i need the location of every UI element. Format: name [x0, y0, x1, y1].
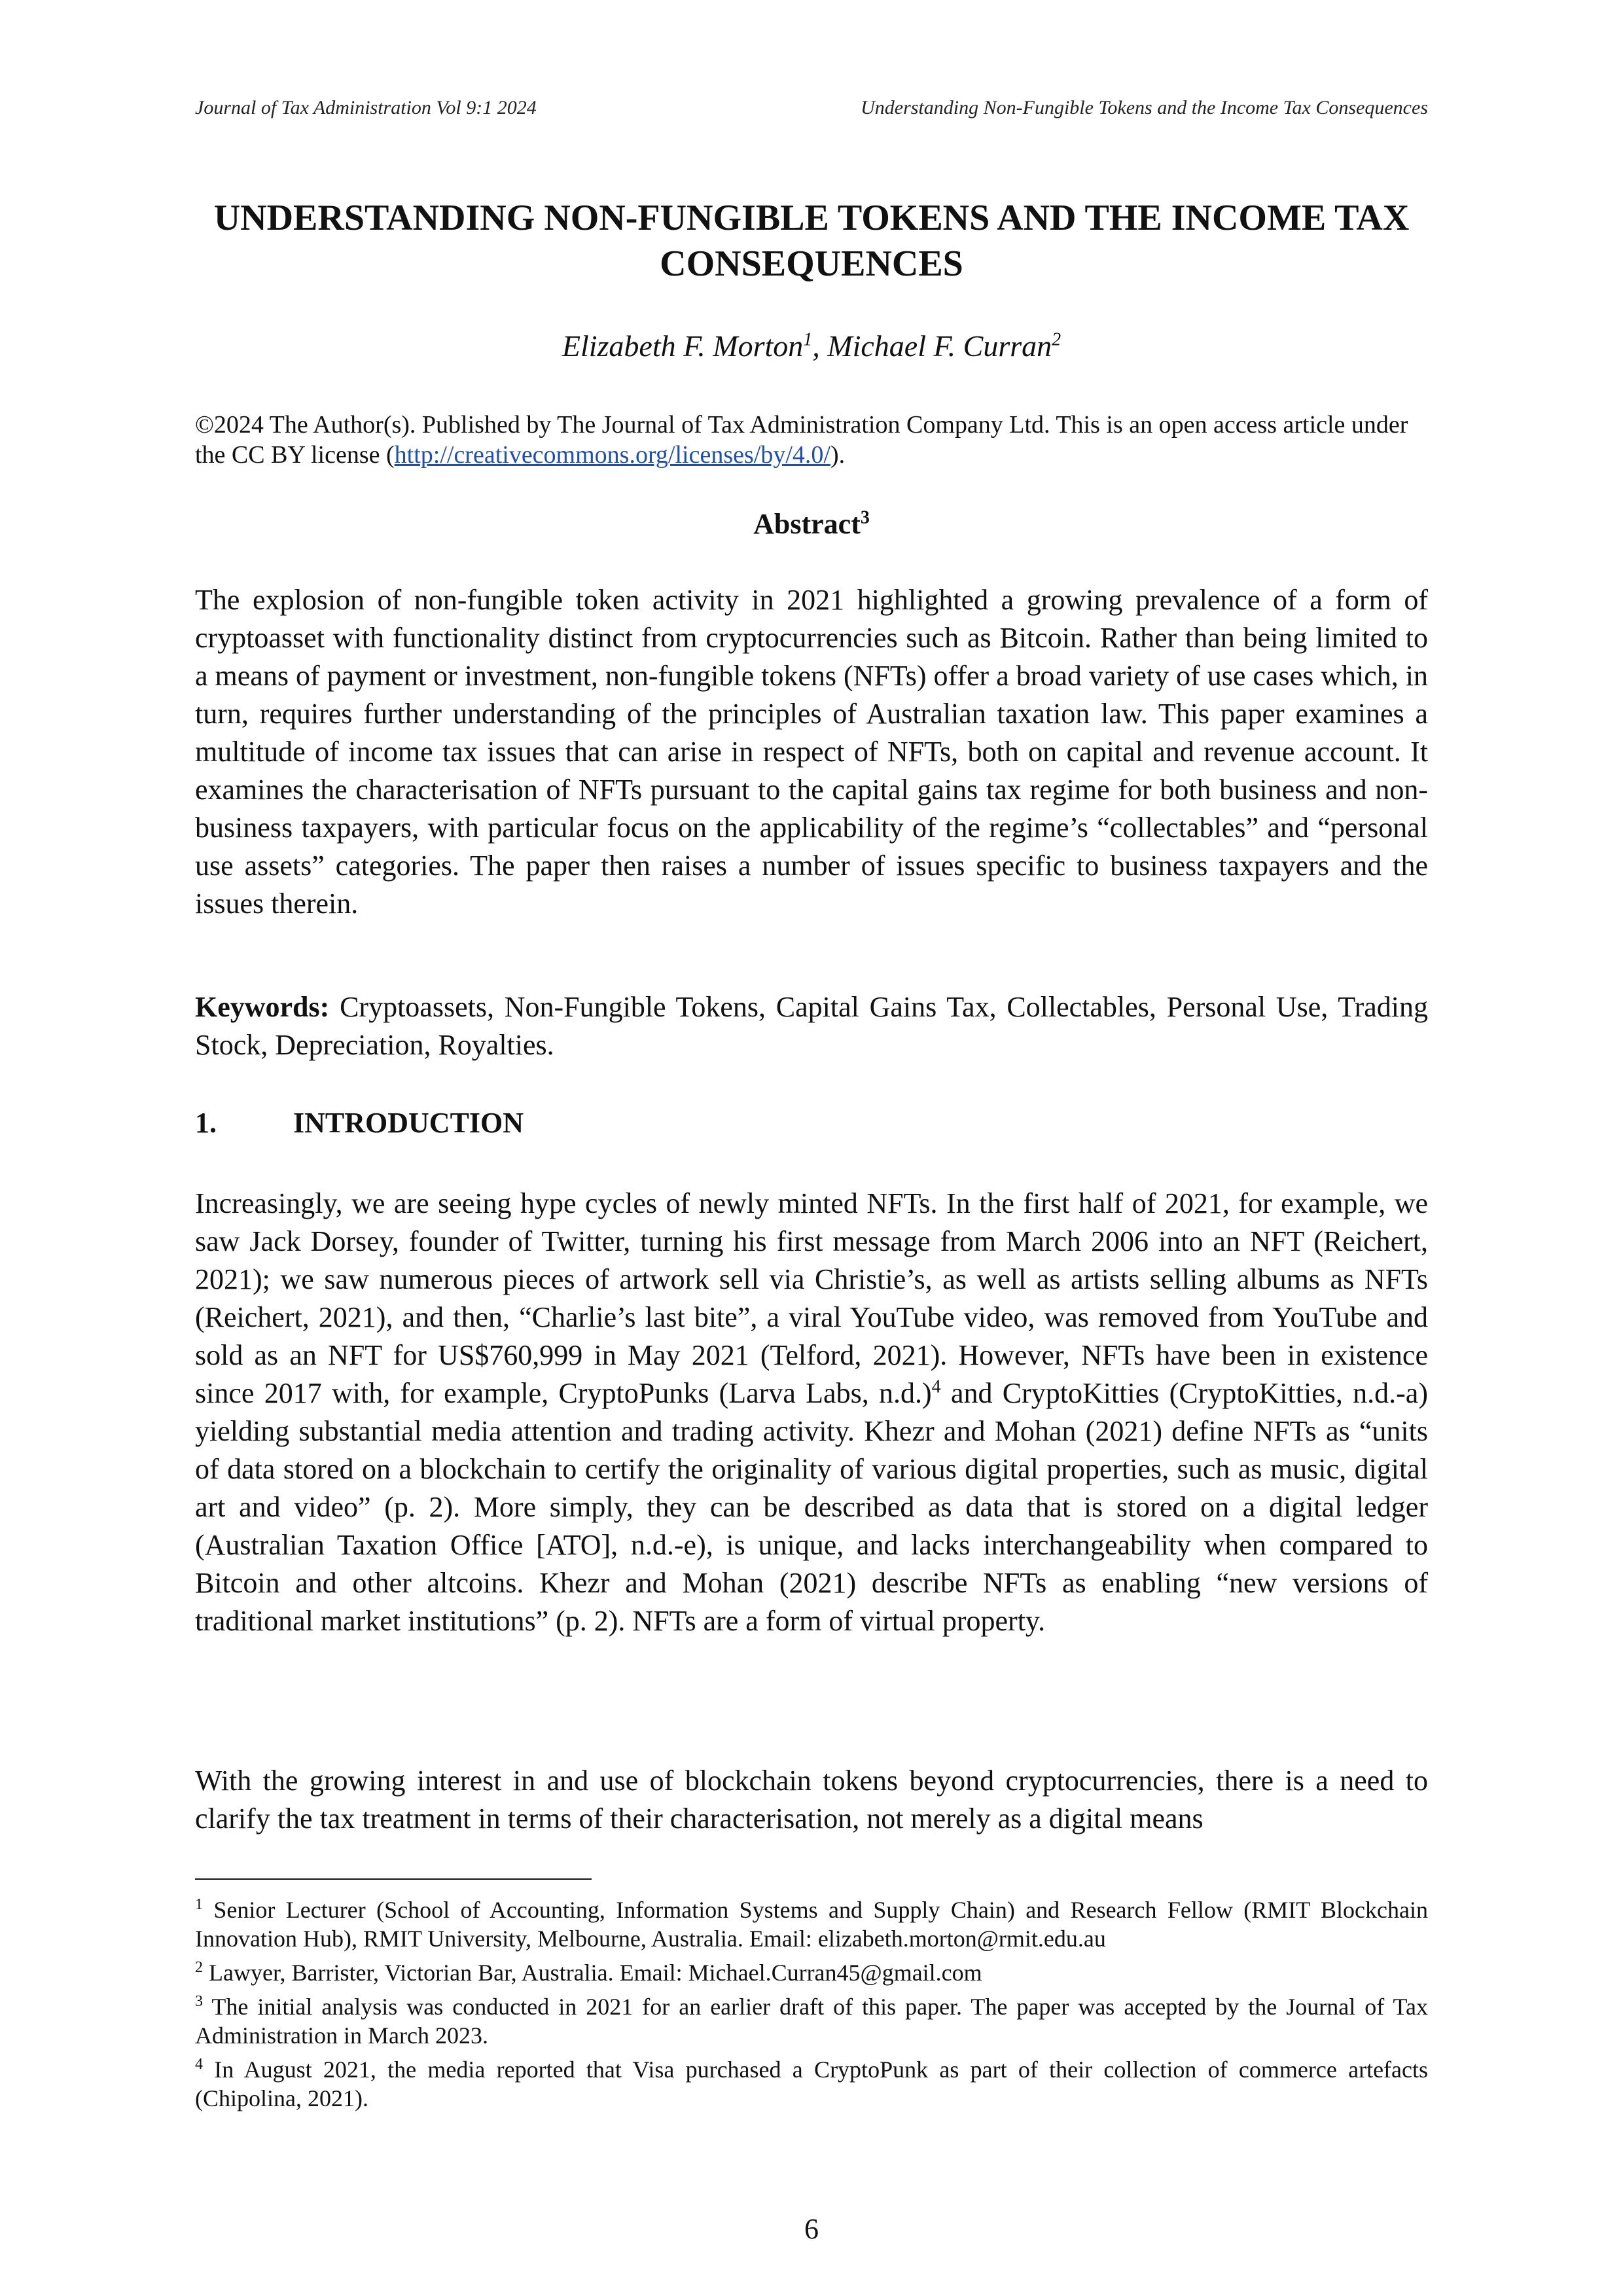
footnote [195, 1953, 1428, 1987]
footnote-mark: 4 [195, 2056, 203, 2073]
abstract-heading-label: Abstract [753, 508, 861, 540]
copyright-text: ©2024 The Author(s). Published by The Journal of Tax Administration Company Ltd. This is an open access article under the CC BY license ( [195, 411, 1408, 469]
footnote-mark: 1 [803, 329, 813, 350]
paragraph-text: Increasingly, we are seeing hype cycles of newly minted NFTs. In the first half of 2021, for example, we saw Jack Dorsey, founder of Twitter, turning his first message from March 2006 into an NFT (Reichert, 2021); we saw numerous pieces of artwork sell via Christie’s, as well as artists selling albums as NFTs (Reichert, 2021), and then, “Charlie’s last bite”, a viral YouTube video, was removed from YouTube and sold as an NFT for US$760,999 in May 2021 (Telford, 2021). However, NFTs have been in existence since 2017 with, for example, CryptoPunks (Larva Labs, n.d.) [195, 1187, 1428, 1409]
footnote-text: Lawyer, Barrister, Victorian Bar, Australia. Email: Michael.Curran45@gmail.com [203, 1960, 982, 1986]
footnote-mark: 4 [931, 1376, 941, 1397]
footnote-text: In August 2021, the media reported that Visa purchased a CryptoPunk as part of their collection of commerce artefacts (Chipolina, 2021). [195, 2056, 1428, 2111]
footnote-mark: 2 [195, 1959, 203, 1976]
copyright-text-end: ). [830, 441, 846, 469]
license-link[interactable]: http://creativecommons.org/licenses/by/4.0/ [394, 441, 830, 469]
copyright-notice [195, 410, 1428, 470]
section-number: 1. [195, 1107, 217, 1139]
keywords [195, 988, 1428, 1064]
paragraph-text: and CryptoKitties (CryptoKitties, n.d.-a) yielding substantial media attention and trading activity. Khezr and Mohan (2021) define NFTs as “units of data stored on a blockchain to certify the originality of various digital properties, such as music, digital art and video” (p. 2). More simply, they can be described as data that is stored on a digital ledger (Australian Taxation Office [ATO], n.d.-e), is unique, and lacks interchangeability when compared to Bitcoin and other altcoins. Khezr and Mohan (2021) describe NFTs as enabling “new versions of traditional market institutions” (p. 2). NFTs are a form of virtual property. [195, 1377, 1428, 1637]
abstract-text: The explosion of non-fungible token activity in 2021 highlighted a growing prevalence of a form of cryptoasset with functionality distinct from cryptocurrencies such as Bitcoin. Rather than being limited to a means of payment or investment, non-fungible tokens (NFTs) offer a broad variety of use cases which, in turn, requires further understanding of the principles of Australian taxation law. This paper examines a multitude of income tax issues that can arise in respect of NFTs, both on capital and revenue account. It examines the characterisation of NFTs pursuant to the capital gains tax regime for both business and non-business taxpayers, with particular focus on the applicability of the regime’s “collectables” and “personal use assets” categories. The paper then raises a number of issues specific to business taxpayers and the issues therein. [195, 584, 1428, 920]
footnote-text: The initial analysis was conducted in 2021 for an earlier draft of this paper. The paper was accepted by the Journal of Tax Administration in March 2023. [195, 1994, 1428, 2049]
running-header-right: Understanding Non-Fungible Tokens and the Income Tax Consequences [861, 97, 1428, 118]
page-number: 6 [804, 2213, 819, 2245]
footnote-mark: 2 [1052, 329, 1061, 350]
footnote-mark: 1 [195, 1896, 203, 1913]
author-list [195, 329, 1428, 363]
footnote [195, 2050, 1428, 2113]
keywords-label: Keywords: [195, 991, 330, 1023]
footnote [195, 1890, 1428, 1953]
footnote-mark: 3 [195, 1993, 203, 2010]
author-name: Michael F. Curran [827, 329, 1052, 363]
author-separator: , [812, 329, 828, 363]
footnote-text: Senior Lecturer (School of Accounting, Information Systems and Supply Chain) and Research Fellow (RMIT Blockchain Innovation Hub), RMIT University, Melbourne, Australia. Email: elizabeth.morton@rmit.edu.au [195, 1897, 1428, 1952]
paper-title: UNDERSTANDING NON-FUNGIBLE TOKENS AND THE INCOME TAX CONSEQUENCES [213, 198, 1410, 284]
footnote-divider [195, 1878, 592, 1880]
footnote [195, 1987, 1428, 2050]
keywords-list: Cryptoassets, Non-Fungible Tokens, Capital Gains Tax, Collectables, Personal Use, Trading Stock, Depreciation, Royalties. [195, 991, 1428, 1061]
section-title: INTRODUCTION [293, 1107, 524, 1139]
footnote-mark: 3 [860, 507, 870, 528]
abstract-heading [195, 507, 1428, 541]
section-heading [195, 1106, 524, 1139]
body-paragraph: With the growing interest in and use of blockchain tokens beyond cryptocurrencies, there is a need to clarify the tax treatment in terms of their characterisation, not merely as a digital means [195, 1765, 1428, 1835]
author-name: Elizabeth F. Morton [562, 329, 804, 363]
footnotes [195, 1890, 1428, 2113]
body-paragraph [195, 1185, 1428, 1640]
running-header-left: Journal of Tax Administration Vol 9:1 2024 [195, 97, 537, 118]
